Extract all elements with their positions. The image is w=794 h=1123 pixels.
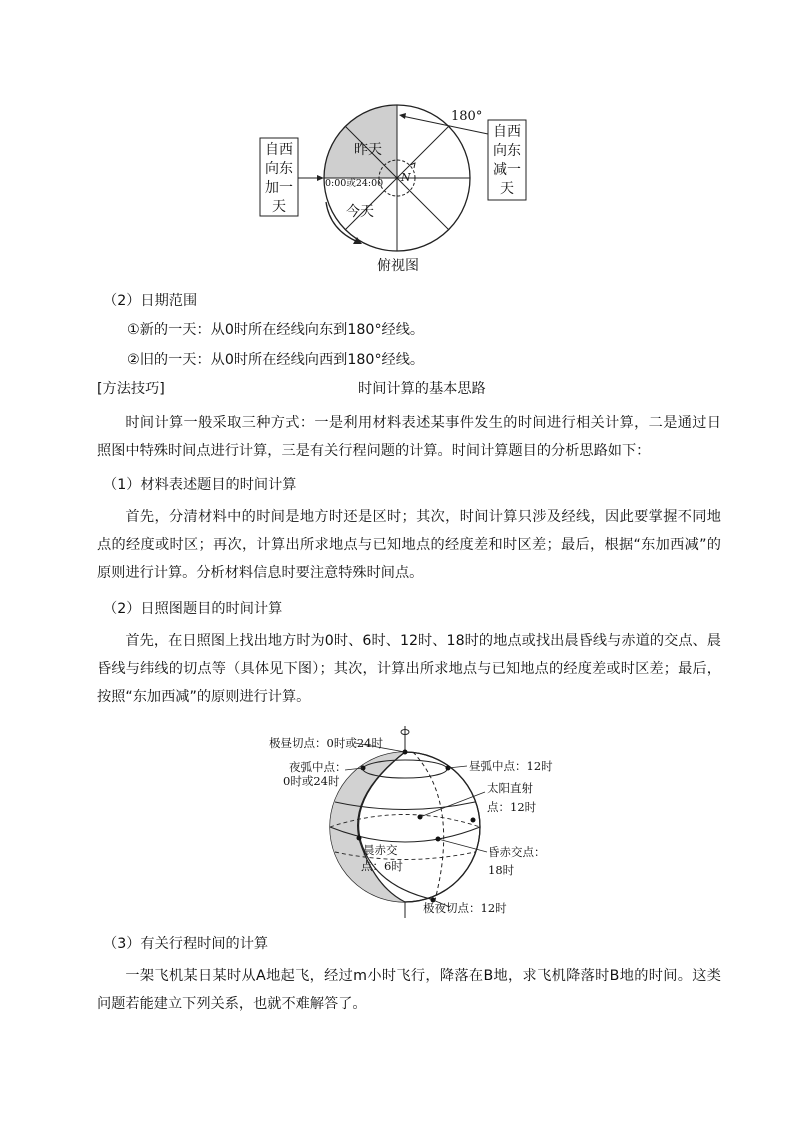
sub2-heading: （2）日照图题目的时间计算 bbox=[103, 601, 283, 617]
svg-text:加一: 加一 bbox=[265, 180, 293, 196]
svg-text:夜弧中点：: 夜弧中点： bbox=[289, 760, 347, 774]
svg-text:自西: 自西 bbox=[493, 124, 521, 140]
date-range-item-new-day: ①新的一天：从0时所在经线向东到180°经线。 bbox=[127, 322, 425, 338]
svg-text:0:00或24:00: 0:00或24:00 bbox=[325, 178, 384, 189]
svg-text:俯视图: 俯视图 bbox=[377, 258, 419, 274]
date-range-heading: （2）日期范围 bbox=[103, 293, 198, 309]
sub3-heading: （3）有关行程时间的计算 bbox=[103, 936, 269, 952]
svg-text:昨天: 昨天 bbox=[354, 142, 382, 158]
svg-text:昏赤交点：: 昏赤交点： bbox=[488, 845, 546, 859]
svg-text:极夜切点：12时: 极夜切点：12时 bbox=[423, 901, 507, 915]
method-tag: [方法技巧] bbox=[97, 381, 165, 397]
sub1-heading: （1）材料表述题目的时间计算 bbox=[103, 477, 297, 493]
svg-text:点：12时: 点：12时 bbox=[487, 800, 537, 814]
svg-text:今天: 今天 bbox=[346, 204, 374, 220]
sub3-body: 一架飞机某日某时从A地起飞，经过m小时飞行，降落在B地，求飞机降落时B地的时间。这类问题若能建立下列关系，也就不难解答了。 bbox=[97, 968, 721, 1012]
svg-text:极昼切点：0时或24时: 极昼切点：0时或24时 bbox=[269, 736, 383, 750]
svg-text:0时或24时: 0时或24时 bbox=[283, 774, 340, 788]
sub2-body: 首先，在日照图上找出地方时为0时、6时、12时、18时的地点或找出晨昏线与赤道的交点、晨昏线与纬线的切点等（具体见下图）；其次，计算出所求地点与已知地点的经度差或时区差；最后，按照“东加西减”的原则进行计算。 bbox=[97, 633, 721, 705]
date-range-item-old-day: ②旧的一天：从0时所在经线向西到180°经线。 bbox=[127, 352, 425, 368]
dateline-top-view-diagram bbox=[250, 98, 550, 278]
svg-text:晨赤交: 晨赤交 bbox=[363, 843, 398, 857]
method-intro: 时间计算一般采取三种方式：一是利用材料表述某事件发生的时间进行相关计算，二是通过日照图中特殊时间点进行计算，三是有关行程问题的计算。时间计算题目的分析思路如下： bbox=[97, 415, 721, 459]
svg-text:昼弧中点：12时: 昼弧中点：12时 bbox=[469, 759, 553, 773]
method-title: 时间计算的基本思路 bbox=[358, 381, 486, 397]
svg-text:向东: 向东 bbox=[265, 161, 293, 177]
svg-text:天: 天 bbox=[272, 199, 286, 215]
sub1-body: 首先，分清材料中的时间是地方时还是区时；其次，时间计算只涉及经线，因此要掌握不同地点的经度或时区；再次，计算出所求地点与已知地点的经度差和时区差；最后，根据“东加西减”的原则进行计算。分析材料信息时要注意特殊时间点。 bbox=[97, 509, 721, 581]
svg-text:自西: 自西 bbox=[265, 142, 293, 158]
svg-text:N: N bbox=[401, 171, 411, 184]
svg-text:向东: 向东 bbox=[493, 143, 521, 159]
svg-text:点：6时: 点：6时 bbox=[361, 859, 403, 873]
svg-text:18时: 18时 bbox=[488, 863, 515, 877]
svg-text:减一: 减一 bbox=[493, 162, 521, 178]
svg-text:天: 天 bbox=[500, 181, 514, 197]
svg-text:180°: 180° bbox=[451, 109, 483, 124]
svg-text:太阳直射: 太阳直射 bbox=[487, 781, 533, 795]
illumination-globe-diagram bbox=[255, 722, 555, 920]
